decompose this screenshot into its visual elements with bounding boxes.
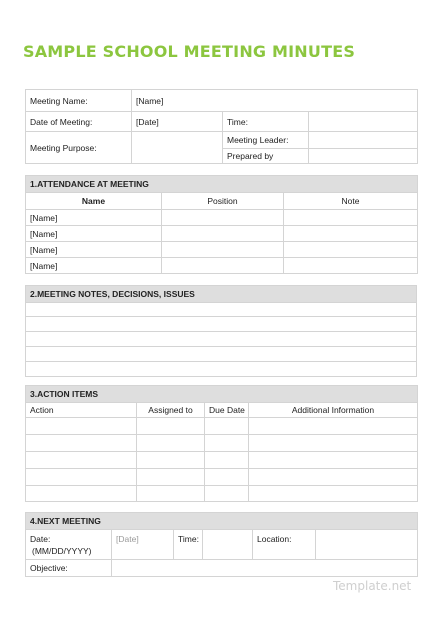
due-date-cell[interactable] — [205, 469, 249, 486]
attendee-position-cell[interactable] — [162, 210, 284, 226]
notes-line[interactable] — [26, 347, 417, 362]
attendee-note-cell[interactable] — [284, 226, 418, 242]
additional-info-cell[interactable] — [249, 435, 418, 452]
column-header-additional-information: Additional Information — [249, 403, 418, 418]
meeting-leader-label: Meeting Leader: — [223, 132, 309, 149]
column-header-name: Name — [26, 193, 162, 210]
action-cell[interactable] — [26, 486, 137, 502]
time-label: Time: — [223, 112, 309, 132]
notes-line[interactable] — [26, 303, 417, 317]
table-row — [26, 332, 417, 347]
column-header-note: Note — [284, 193, 418, 210]
date-of-meeting-field[interactable]: [Date] — [132, 112, 223, 132]
additional-info-cell[interactable] — [249, 418, 418, 435]
due-date-cell[interactable] — [205, 418, 249, 435]
due-date-cell[interactable] — [205, 486, 249, 502]
column-header-due-date: Due Date — [205, 403, 249, 418]
date-format-hint: (MM/DD/YYYY) — [32, 546, 92, 556]
action-items-table — [25, 385, 418, 502]
attendee-note-cell[interactable] — [284, 258, 418, 274]
next-time-field[interactable] — [203, 530, 253, 560]
objective-label: Objective: — [26, 560, 112, 577]
attendee-note-cell[interactable] — [284, 210, 418, 226]
column-header-position: Position — [162, 193, 284, 210]
table-row — [26, 469, 418, 486]
action-items-section-heading: 3.ACTION ITEMS — [26, 386, 418, 403]
notes-line[interactable] — [26, 332, 417, 347]
date-of-meeting-label: Date of Meeting: — [26, 112, 132, 132]
document-title: SAMPLE SCHOOL MEETING MINUTES — [23, 42, 356, 61]
attendance-section-heading: 1.ATTENDANCE AT MEETING — [26, 176, 418, 193]
notes-line[interactable] — [26, 362, 417, 377]
table-row — [26, 242, 418, 258]
meeting-purpose-field[interactable] — [132, 132, 223, 164]
table-row — [26, 347, 417, 362]
attendee-name-cell[interactable]: [Name] — [26, 210, 162, 226]
meeting-notes-table — [25, 285, 417, 377]
assigned-to-cell[interactable] — [137, 435, 205, 452]
action-cell[interactable] — [26, 435, 137, 452]
table-row — [26, 303, 417, 317]
attendance-table — [25, 175, 418, 274]
action-cell[interactable] — [26, 452, 137, 469]
assigned-to-cell[interactable] — [137, 418, 205, 435]
objective-field[interactable] — [112, 560, 418, 577]
next-meeting-table — [25, 512, 418, 577]
next-date-label-text: Date: — [30, 534, 51, 544]
table-row — [26, 486, 418, 502]
assigned-to-cell[interactable] — [137, 486, 205, 502]
table-row — [26, 418, 418, 435]
additional-info-cell[interactable] — [249, 469, 418, 486]
table-row — [26, 362, 417, 377]
table-row — [26, 317, 417, 332]
due-date-cell[interactable] — [205, 435, 249, 452]
prepared-by-field[interactable] — [309, 149, 418, 164]
attendee-position-cell[interactable] — [162, 226, 284, 242]
table-row — [26, 258, 418, 274]
attendee-position-cell[interactable] — [162, 242, 284, 258]
attendee-position-cell[interactable] — [162, 258, 284, 274]
table-row — [26, 435, 418, 452]
notes-section-heading: 2.MEETING NOTES, DECISIONS, ISSUES — [26, 286, 417, 303]
meeting-leader-field[interactable] — [309, 132, 418, 149]
assigned-to-cell[interactable] — [137, 452, 205, 469]
attendee-note-cell[interactable] — [284, 242, 418, 258]
column-header-assigned-to: Assigned to — [137, 403, 205, 418]
action-cell[interactable] — [26, 418, 137, 435]
additional-info-cell[interactable] — [249, 486, 418, 502]
attendee-name-cell[interactable]: [Name] — [26, 258, 162, 274]
table-row — [26, 210, 418, 226]
next-meeting-section-heading: 4.NEXT MEETING — [26, 513, 418, 530]
due-date-cell[interactable] — [205, 452, 249, 469]
table-row — [26, 452, 418, 469]
column-header-action: Action — [26, 403, 137, 418]
assigned-to-cell[interactable] — [137, 469, 205, 486]
meeting-purpose-label: Meeting Purpose: — [26, 132, 132, 164]
meeting-name-field[interactable]: [Name] — [132, 90, 418, 112]
notes-line[interactable] — [26, 317, 417, 332]
template-watermark: Template.net — [333, 579, 412, 593]
time-field[interactable] — [309, 112, 418, 132]
attendee-name-cell[interactable]: [Name] — [26, 226, 162, 242]
action-cell[interactable] — [26, 469, 137, 486]
table-row — [26, 226, 418, 242]
meeting-name-label: Meeting Name: — [26, 90, 132, 112]
attendee-name-cell[interactable]: [Name] — [26, 242, 162, 258]
next-location-field[interactable] — [316, 530, 418, 560]
prepared-by-label: Prepared by — [223, 149, 309, 164]
next-date-field[interactable]: [Date] — [112, 530, 174, 560]
next-date-label — [26, 530, 112, 560]
next-time-label: Time: — [174, 530, 203, 560]
meeting-info-table — [25, 89, 418, 164]
next-location-label: Location: — [253, 530, 316, 560]
additional-info-cell[interactable] — [249, 452, 418, 469]
